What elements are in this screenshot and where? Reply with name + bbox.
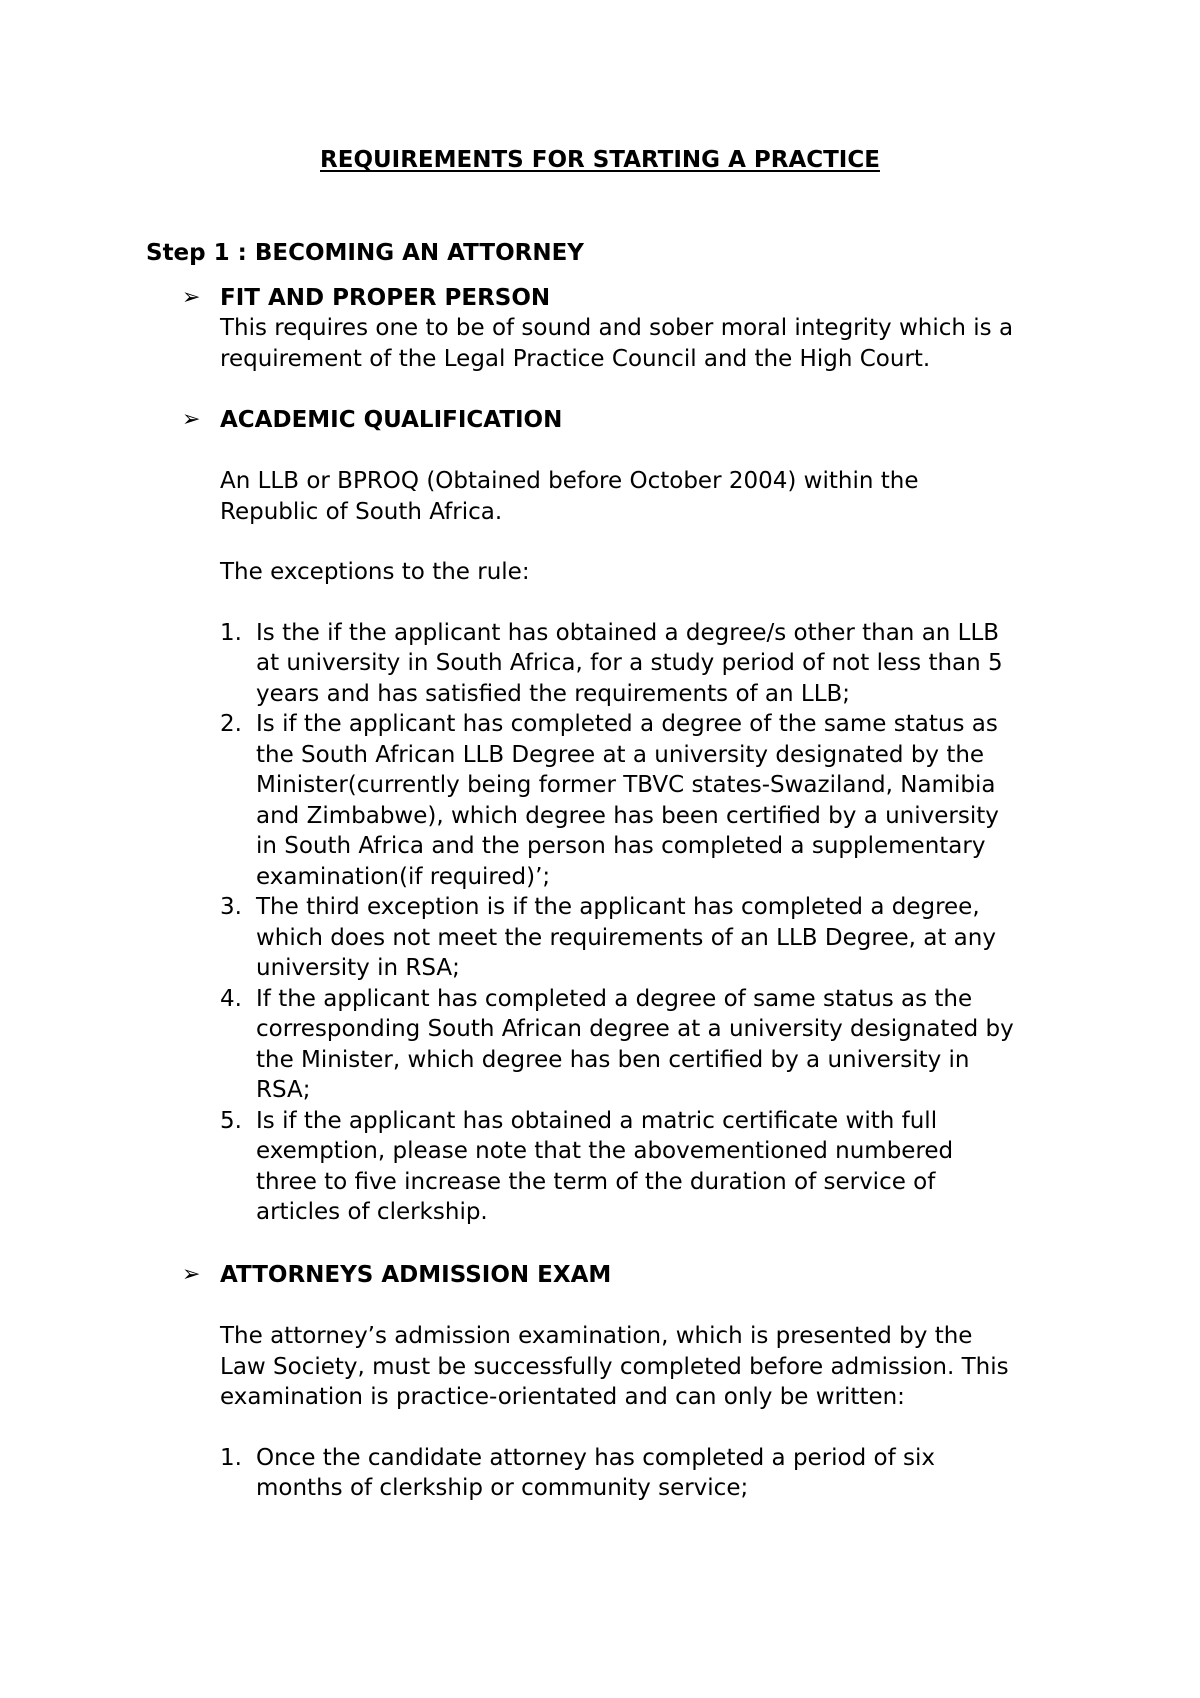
text-line: Minister(currently being former TBVC states-Swaziland, Namibia bbox=[256, 772, 996, 798]
text-line: If the applicant has completed a degree of same status as the bbox=[256, 985, 973, 1012]
text-line: requirement of the Legal Practice Council and the High Court. bbox=[220, 345, 931, 372]
text-line: three to five increase the term of the duration of service of bbox=[256, 1168, 936, 1195]
text-line: the South African LLB Degree at a university designated by the bbox=[256, 741, 985, 768]
text-line: Is the if the applicant has obtained a degree/s other than an LLB bbox=[256, 619, 1000, 646]
list-item bbox=[220, 984, 1090, 1106]
text-line: Law Society, must be successfully completed before admission. This bbox=[220, 1353, 1009, 1380]
text-line: The attorney’s admission examination, which is presented by the bbox=[220, 1323, 973, 1349]
exam-conditions-list bbox=[220, 1443, 1090, 1504]
section-admission-exam bbox=[182, 1260, 1082, 1504]
list-number: 2. bbox=[220, 711, 242, 737]
text-line: An LLB or BPROQ (Obtained before October 2004) within the bbox=[220, 468, 919, 494]
text-line: months of clerkship or community service; bbox=[256, 1475, 749, 1501]
list-number: 5. bbox=[220, 1107, 242, 1134]
arrow-bullet-icon: ➢ bbox=[182, 1262, 201, 1287]
document-title: REQUIREMENTS FOR STARTING A PRACTICE bbox=[320, 147, 880, 173]
text-line: Once the candidate attorney has completed a period of six bbox=[256, 1444, 935, 1471]
text-line: The third exception is if the applicant has completed a degree, bbox=[256, 894, 980, 920]
section-academic-qualification bbox=[182, 405, 1082, 1228]
list-item bbox=[220, 1443, 1090, 1504]
list-number: 1. bbox=[220, 619, 242, 646]
text-line: university in RSA; bbox=[256, 955, 460, 981]
text-line: corresponding South African degree at a university designated by bbox=[256, 1016, 1014, 1042]
text-line: and Zimbabwe), which degree has been certified by a university bbox=[256, 802, 999, 829]
text-line: at university in South Africa, for a study period of not less than 5 bbox=[256, 650, 1003, 676]
list-number: 3. bbox=[220, 894, 242, 920]
paragraph bbox=[220, 466, 1090, 527]
exceptions-list bbox=[220, 618, 1090, 1228]
text-line: articles of clerkship. bbox=[256, 1199, 488, 1225]
exceptions-label: The exceptions to the rule: bbox=[220, 559, 530, 585]
list-number: 4. bbox=[220, 985, 242, 1012]
section-heading bbox=[182, 1260, 1082, 1290]
step-heading: Step 1 : BECOMING AN ATTORNEY bbox=[146, 240, 584, 266]
section-heading bbox=[182, 283, 1082, 313]
paragraph bbox=[220, 313, 1090, 374]
text-line: exemption, please note that the abovementioned numbered bbox=[256, 1138, 954, 1164]
section-heading-text: ACADEMIC QUALIFICATION bbox=[220, 407, 563, 433]
paragraph bbox=[220, 1321, 1090, 1413]
list-item bbox=[220, 892, 1090, 984]
text-line: examination is practice-orientated and can only be written: bbox=[220, 1384, 905, 1410]
section-fit-and-proper bbox=[182, 283, 1082, 374]
arrow-bullet-icon: ➢ bbox=[182, 285, 201, 310]
text-line: Is if the applicant has completed a degree of the same status as bbox=[256, 711, 998, 737]
section-heading-text: FIT AND PROPER PERSON bbox=[220, 285, 551, 311]
list-item bbox=[220, 709, 1090, 892]
list-item bbox=[220, 618, 1090, 710]
text-line: which does not meet the requirements of an LLB Degree, at any bbox=[256, 924, 996, 951]
arrow-bullet-icon: ➢ bbox=[182, 407, 201, 432]
section-heading-text: ATTORNEYS ADMISSION EXAM bbox=[220, 1262, 612, 1288]
text-line: Republic of South Africa. bbox=[220, 498, 503, 525]
text-line: in South Africa and the person has completed a supplementary bbox=[256, 833, 986, 859]
text-line: years and has satisfied the requirements of an LLB; bbox=[256, 680, 851, 707]
text-line: examination(if required)’; bbox=[256, 863, 551, 890]
text-line: This requires one to be of sound and sober moral integrity which is a bbox=[220, 315, 1014, 341]
section-heading bbox=[182, 405, 1082, 435]
text-line: Is if the applicant has obtained a matric certificate with full bbox=[256, 1107, 938, 1134]
list-number: 1. bbox=[220, 1444, 242, 1471]
text-line: RSA; bbox=[256, 1077, 311, 1103]
text-line: the Minister, which degree has ben certified by a university in bbox=[256, 1046, 970, 1073]
list-item bbox=[220, 1106, 1090, 1228]
